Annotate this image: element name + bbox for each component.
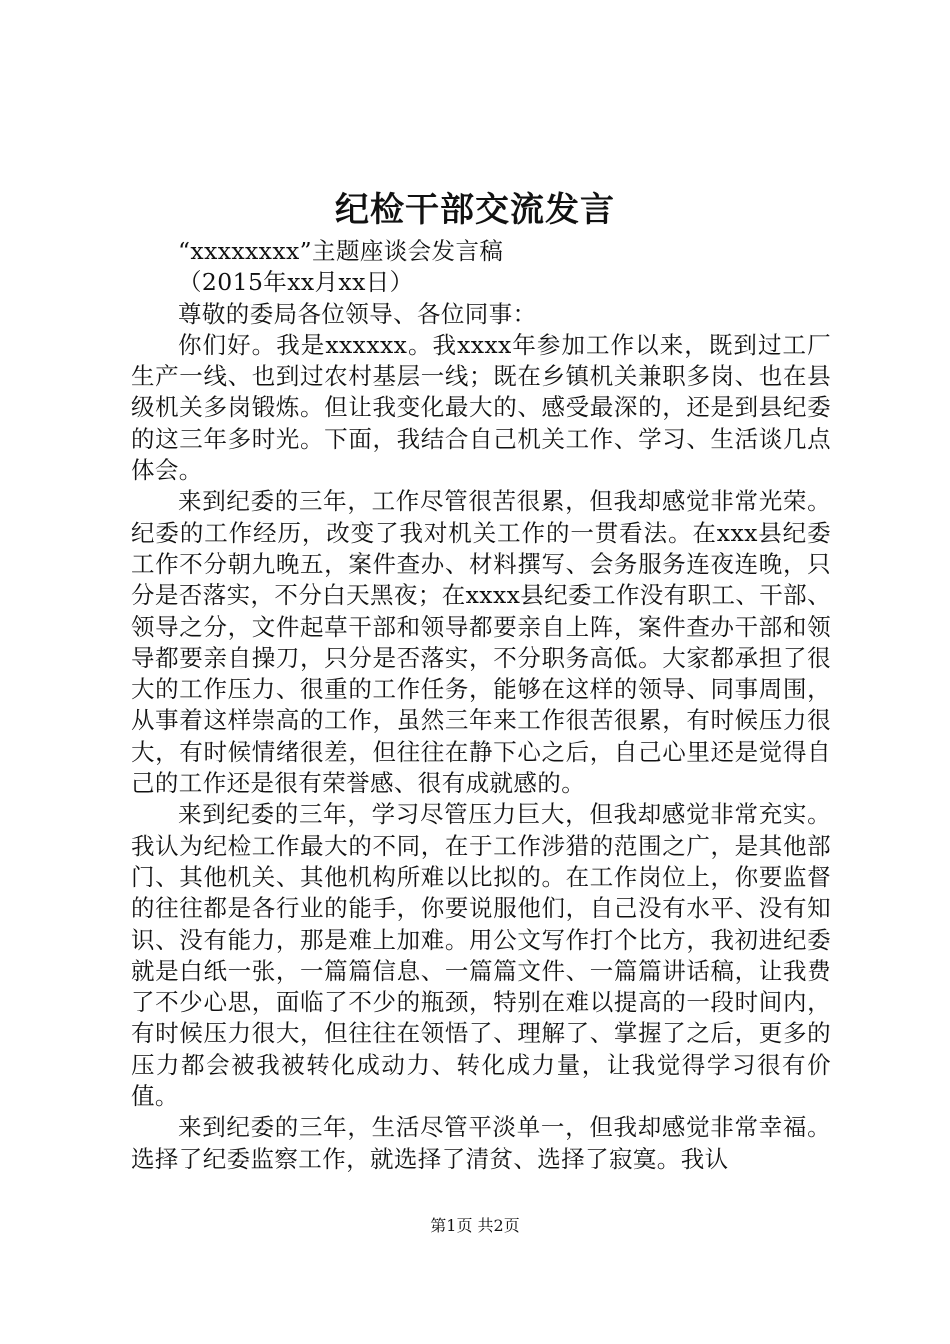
paragraph-intro: 你们好。我是xxxxxx。我xxxx年参加工作以来，既到过工厂生产一线、也到过农村基层一线；既在乡镇机关兼职多岗、也在县级机关多岗锻炼。但让我变化最大的、感受最深的，还是到县纪委的这三年多时光。下面，我结合自己机关工作、学习、生活谈几点体会。	[131, 330, 831, 485]
paragraph-work: 来到纪委的三年，工作尽管很苦很累，但我却感觉非常光荣。纪委的工作经历，改变了我对机关工作的一贯看法。在xxx县纪委工作不分朝九晚五，案件查办、材料撰写、会务服务连夜连晚，只分是否落实，不分白天黑夜；在xxxx县纪委工作没有职工、干部、领导之分，文件起草干部和领导都要亲自上阵，案件查办干部和领导都要亲自操刀，只分是否落实，不分职务高低。大家都承担了很大的工作压力、很重的工作任务，能够在这样的领导、同事周围，从事着这样崇高的工作，虽然三年来工作很苦很累，有时候压力很大，有时候情绪很差，但往往在静下心之后，自己心里还是觉得自己的工作还是很有荣誉感、很有成就感的。	[131, 487, 831, 798]
page-footer: 第1页 共2页	[430, 1216, 520, 1235]
paragraph-date: （2015年xx月xx日）	[178, 268, 414, 297]
document-body	[131, 236, 831, 1175]
paragraph-study: 来到纪委的三年，学习尽管压力巨大，但我却感觉非常充实。我认为纪检工作最大的不同，在于工作涉猎的范围之广，是其他部门、其他机关、其他机构所难以比拟的。在工作岗位上，你要监督的往往都是各行业的能手，你要说服他们，自己没有水平、没有知识、没有能力，那是难上加难。用公文写作打个比方，我初进纪委就是白纸一张，一篇篇信息、一篇篇文件、一篇篇讲话稿，让我费了不少心思，面临了不少的瓶颈，特别在难以提高的一段时间内，有时候压力很大，但往往在领悟了、理解了、掌握了之后，更多的压力都会被我被转化成动力、转化成力量，让我觉得学习很有价值。	[131, 800, 831, 1111]
paragraph-subtitle: “xxxxxxxx”主题座谈会发言稿	[178, 237, 504, 265]
document-title: 纪检干部交流发言	[335, 190, 615, 230]
paragraph-life: 来到纪委的三年，生活尽管平淡单一，但我却感觉非常幸福。选择了纪委监察工作，就选择了清贫、选择了寂寞。我认	[131, 1113, 831, 1173]
paragraph-salutation: 尊敬的委局各位领导、各位同事：	[178, 299, 537, 328]
